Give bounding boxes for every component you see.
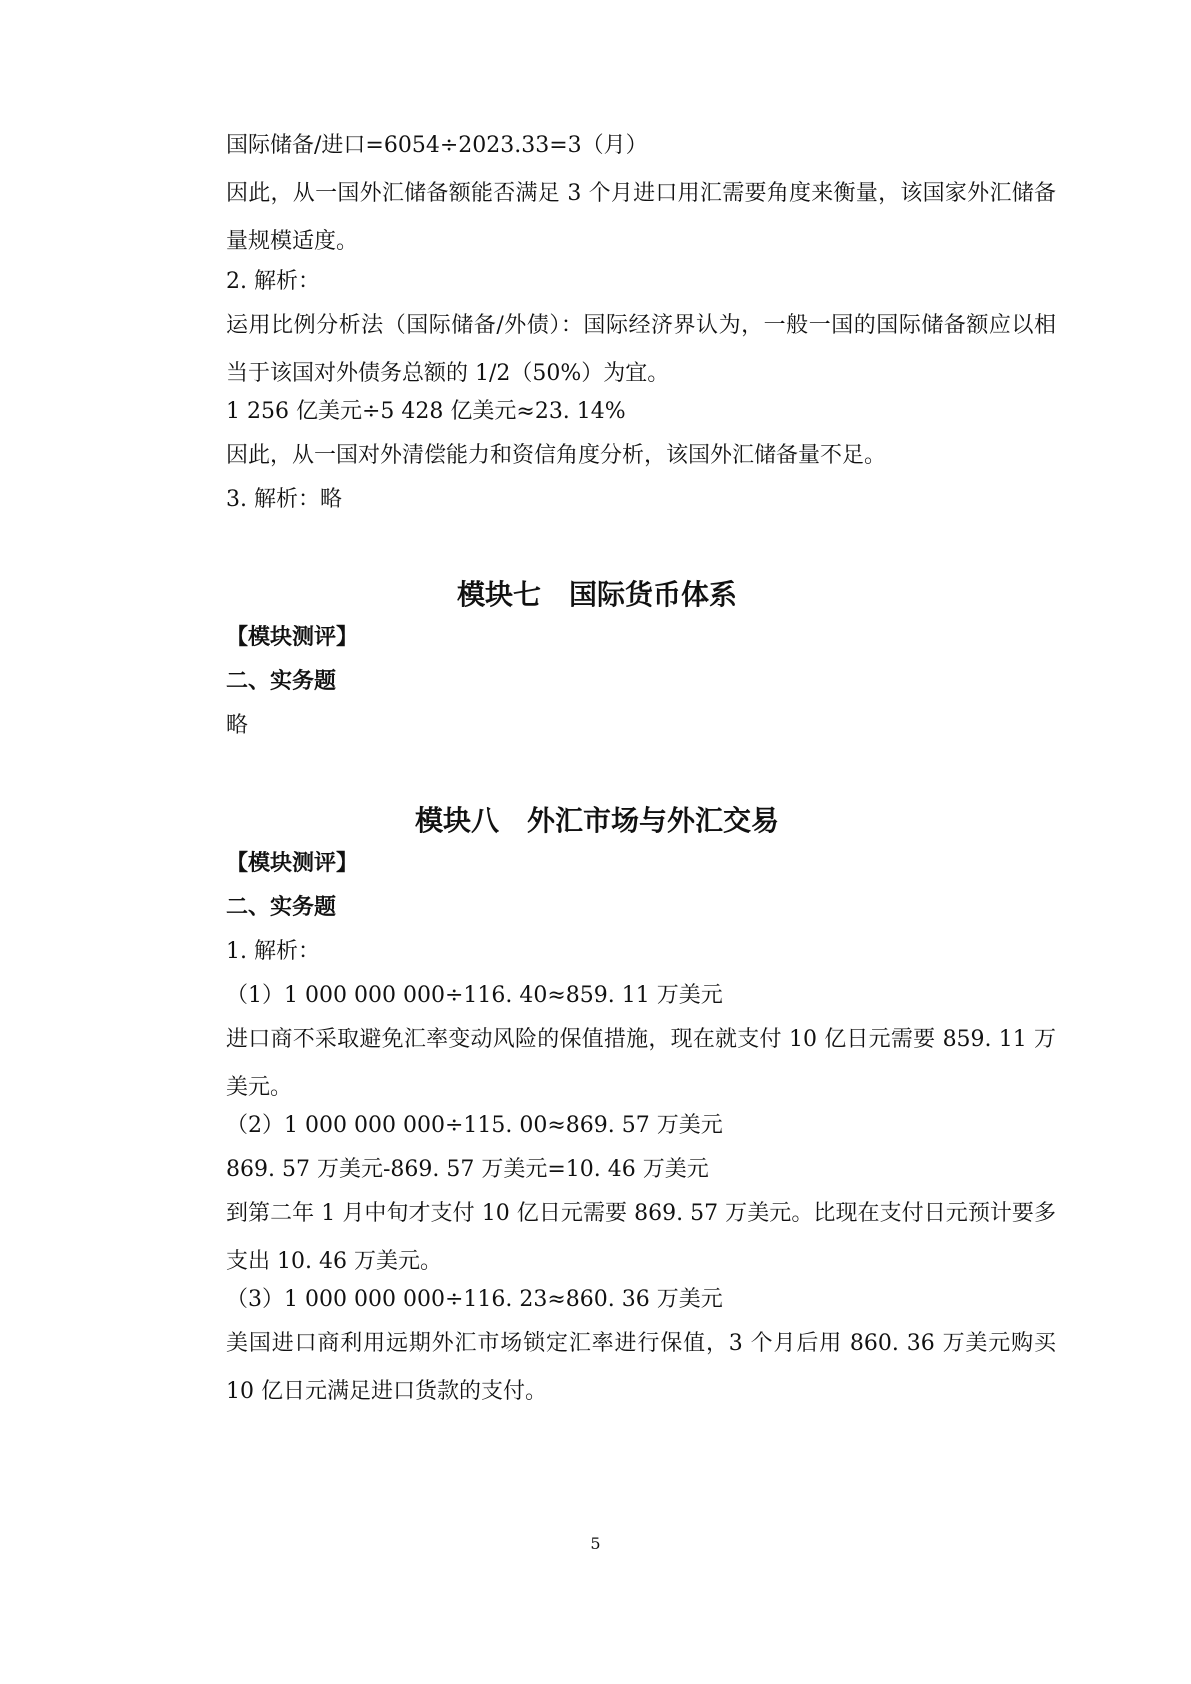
reserve-adequacy-conclusion: 因此，从一国外汇储备额能否满足 3 个月进口用汇需要角度来衡量，该国家外汇储备量规模适度。 [226, 181, 1056, 254]
module8-item1-heading: 1. 解析： [226, 939, 320, 964]
calculation-3: （3）1 000 000 000÷116. 23≈860. 36 万美元 [226, 1287, 723, 1312]
module8-title: 模块八 外汇市场与外汇交易 [414, 804, 779, 837]
calculation-2: （2）1 000 000 000÷115. 00≈869. 57 万美元 [226, 1113, 723, 1138]
explanation-1: 进口商不采取避免汇率变动风险的保值措施，现在就支付 10 亿日元需要 859. 11 万美元。 [226, 1027, 1056, 1100]
explanation-2: 到第二年 1 月中旬才支付 10 亿日元需要 869. 57 万美元。比现在支付日元预计要多支出 10. 46 万美元。 [226, 1201, 1056, 1274]
item2-heading: 2. 解析： [226, 269, 320, 294]
ratio-analysis-method: 运用比例分析法（国际储备/外债）：国际经济界认为，一般一国的国际储备额应以相当于该国对外债务总额的 1/2（50%）为宜。 [226, 313, 1056, 386]
item3-answer: 3. 解析：略 [226, 487, 342, 512]
module7-title: 模块七 国际货币体系 [456, 578, 737, 611]
reserve-debt-calculation: 1 256 亿美元÷5 428 亿美元≈23. 14% [226, 399, 626, 424]
explanation-3: 美国进口商利用远期外汇市场锁定汇率进行保值，3 个月后用 860. 36 万美元购买 10 亿日元满足进口货款的支付。 [226, 1331, 1056, 1404]
reserve-import-formula: 国际储备/进口=6054÷2023.33=3（月） [226, 133, 648, 158]
module7-evaluation-heading: 【模块测评】 [226, 625, 359, 650]
module8-practice-heading: 二、实务题 [226, 895, 337, 920]
module8-evaluation-heading: 【模块测评】 [226, 851, 359, 876]
calculation-1: （1）1 000 000 000÷116. 40≈859. 11 万美元 [226, 983, 723, 1008]
page-number: 5 [590, 1534, 601, 1553]
reserve-insufficient-conclusion: 因此，从一国对外清偿能力和资信角度分析，该国外汇储备量不足。 [226, 443, 887, 468]
module7-practice-heading: 二、实务题 [226, 669, 337, 694]
calculation-2-difference: 869. 57 万美元-869. 57 万美元=10. 46 万美元 [226, 1157, 709, 1182]
module7-answer: 略 [226, 713, 249, 738]
